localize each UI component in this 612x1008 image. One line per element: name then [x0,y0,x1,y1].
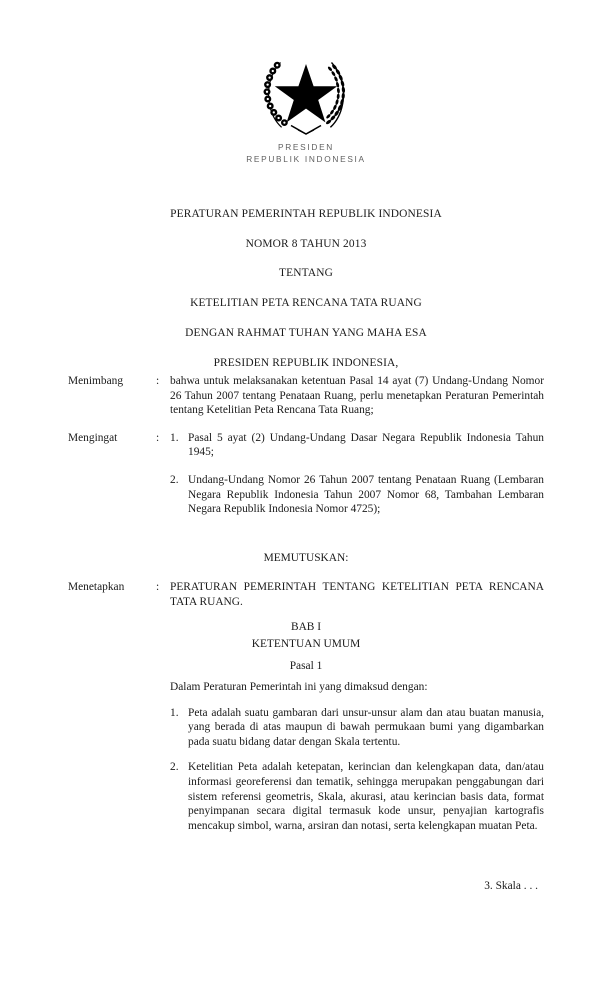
presidential-emblem-block [0,46,612,165]
regulation-number: NOMOR 8 TAHUN 2013 [245,237,367,250]
bab-title-heading: KETENTUAN UMUM [251,638,361,650]
emblem-caption-line1: PRESIDEN [277,142,335,152]
list-item-number: 2. [170,473,179,486]
clause-menetapkan-body: PERATURAN PEMERINTAH TENTANG KETELITIAN PETA RENCANA TATA RUANG. [170,581,544,608]
clause-mengingat-label: Mengingat [68,431,118,444]
regulation-heading: PERATURAN PEMERINTAH REPUBLIK INDONESIA [170,208,442,220]
regulation-subject: KETELITIAN PETA RENCANA TATA RUANG [190,297,422,310]
clause-menimbang-colon: : [156,375,160,387]
list-item [170,473,544,517]
pasal-heading: Pasal 1 [289,660,323,672]
clause-mengingat [68,431,544,517]
document-title-block [68,200,544,378]
definition-number: 2. [170,761,179,774]
definition-text: Peta adalah suatu gambaran dari unsur-unsur alam dan atau buatan manusia, yang berada di atas maupun di bawah permukaan bumi yang digambarkan pada suatu bidang datar dengan Skala tertentu. [188,706,544,748]
memutuskan-heading: MEMUTUSKAN: [263,552,349,564]
indonesia-presidential-seal-icon [258,46,354,138]
clause-menetapkan-colon: : [156,581,160,593]
clause-mengingat-body [170,431,544,517]
president-line: PRESIDEN REPUBLIK INDONESIA, [213,356,399,369]
clause-menimbang [68,374,544,418]
list-item-text: Undang-Undang Nomor 26 Tahun 2007 tentang Penataan Ruang (Lembaran Negara Republik Indonesia Tahun 2007 Nomor 68, Tambahan Lembaran Negara Republik Indonesia Nomor 4725); [188,473,544,516]
list-item-number: 1. [170,431,179,444]
clause-menetapkan-section [68,580,544,609]
emblem-caption-line2: REPUBLIK INDONESIA [246,153,366,164]
emblem-caption [0,142,612,165]
list-item [170,431,544,460]
invocation-line: DENGAN RAHMAT TUHAN YANG MAHA ESA [185,326,427,339]
definition-text: Ketelitian Peta adalah ketepatan, kerincian dan kelengkapan data, dan/atau informasi georeferensi dan tematik, sehingga merupakan penggabungan dari sistem referensi geometris, Skala, akurasi, atau kerincian basis data, format penyimpanan secara digital termasuk kode unsur, penyajian kartografis mencakup simbol, warna, arsiran dan notasi, serta kelengkapan muatan Peta. [188,761,544,832]
definition-number: 1. [170,706,179,719]
clause-mengingat-colon: : [156,431,160,444]
page-catchword: 3. Skala . . . [484,880,538,892]
mengingat-list [170,431,544,517]
clauses-section [68,374,544,529]
tentang-label: TENTANG [279,267,333,280]
pasal-1-intro: Dalam Peraturan Pemerintah ini yang dimaksud dengan: [170,681,428,693]
bab-heading: BAB I [290,621,322,633]
list-item-text: Pasal 5 ayat (2) Undang-Undang Dasar Negara Republik Indonesia Tahun 1945; [188,431,544,459]
clause-menetapkan [68,580,544,609]
definition-item [170,760,544,833]
clause-menimbang-body: bahwa untuk melaksanakan ketentuan Pasal 14 ayat (7) Undang-Undang Nomor 26 Tahun 2007 tentang Penataan Ruang, perlu menetapkan Peraturan Pemerintah tentang Ketelitian Peta Rencana Tata Ruang; [170,375,544,417]
clause-menetapkan-label: Menetapkan [68,581,125,593]
clause-menimbang-label: Menimbang [68,375,124,387]
pasal-1-body [170,680,544,833]
definition-item [170,706,544,750]
